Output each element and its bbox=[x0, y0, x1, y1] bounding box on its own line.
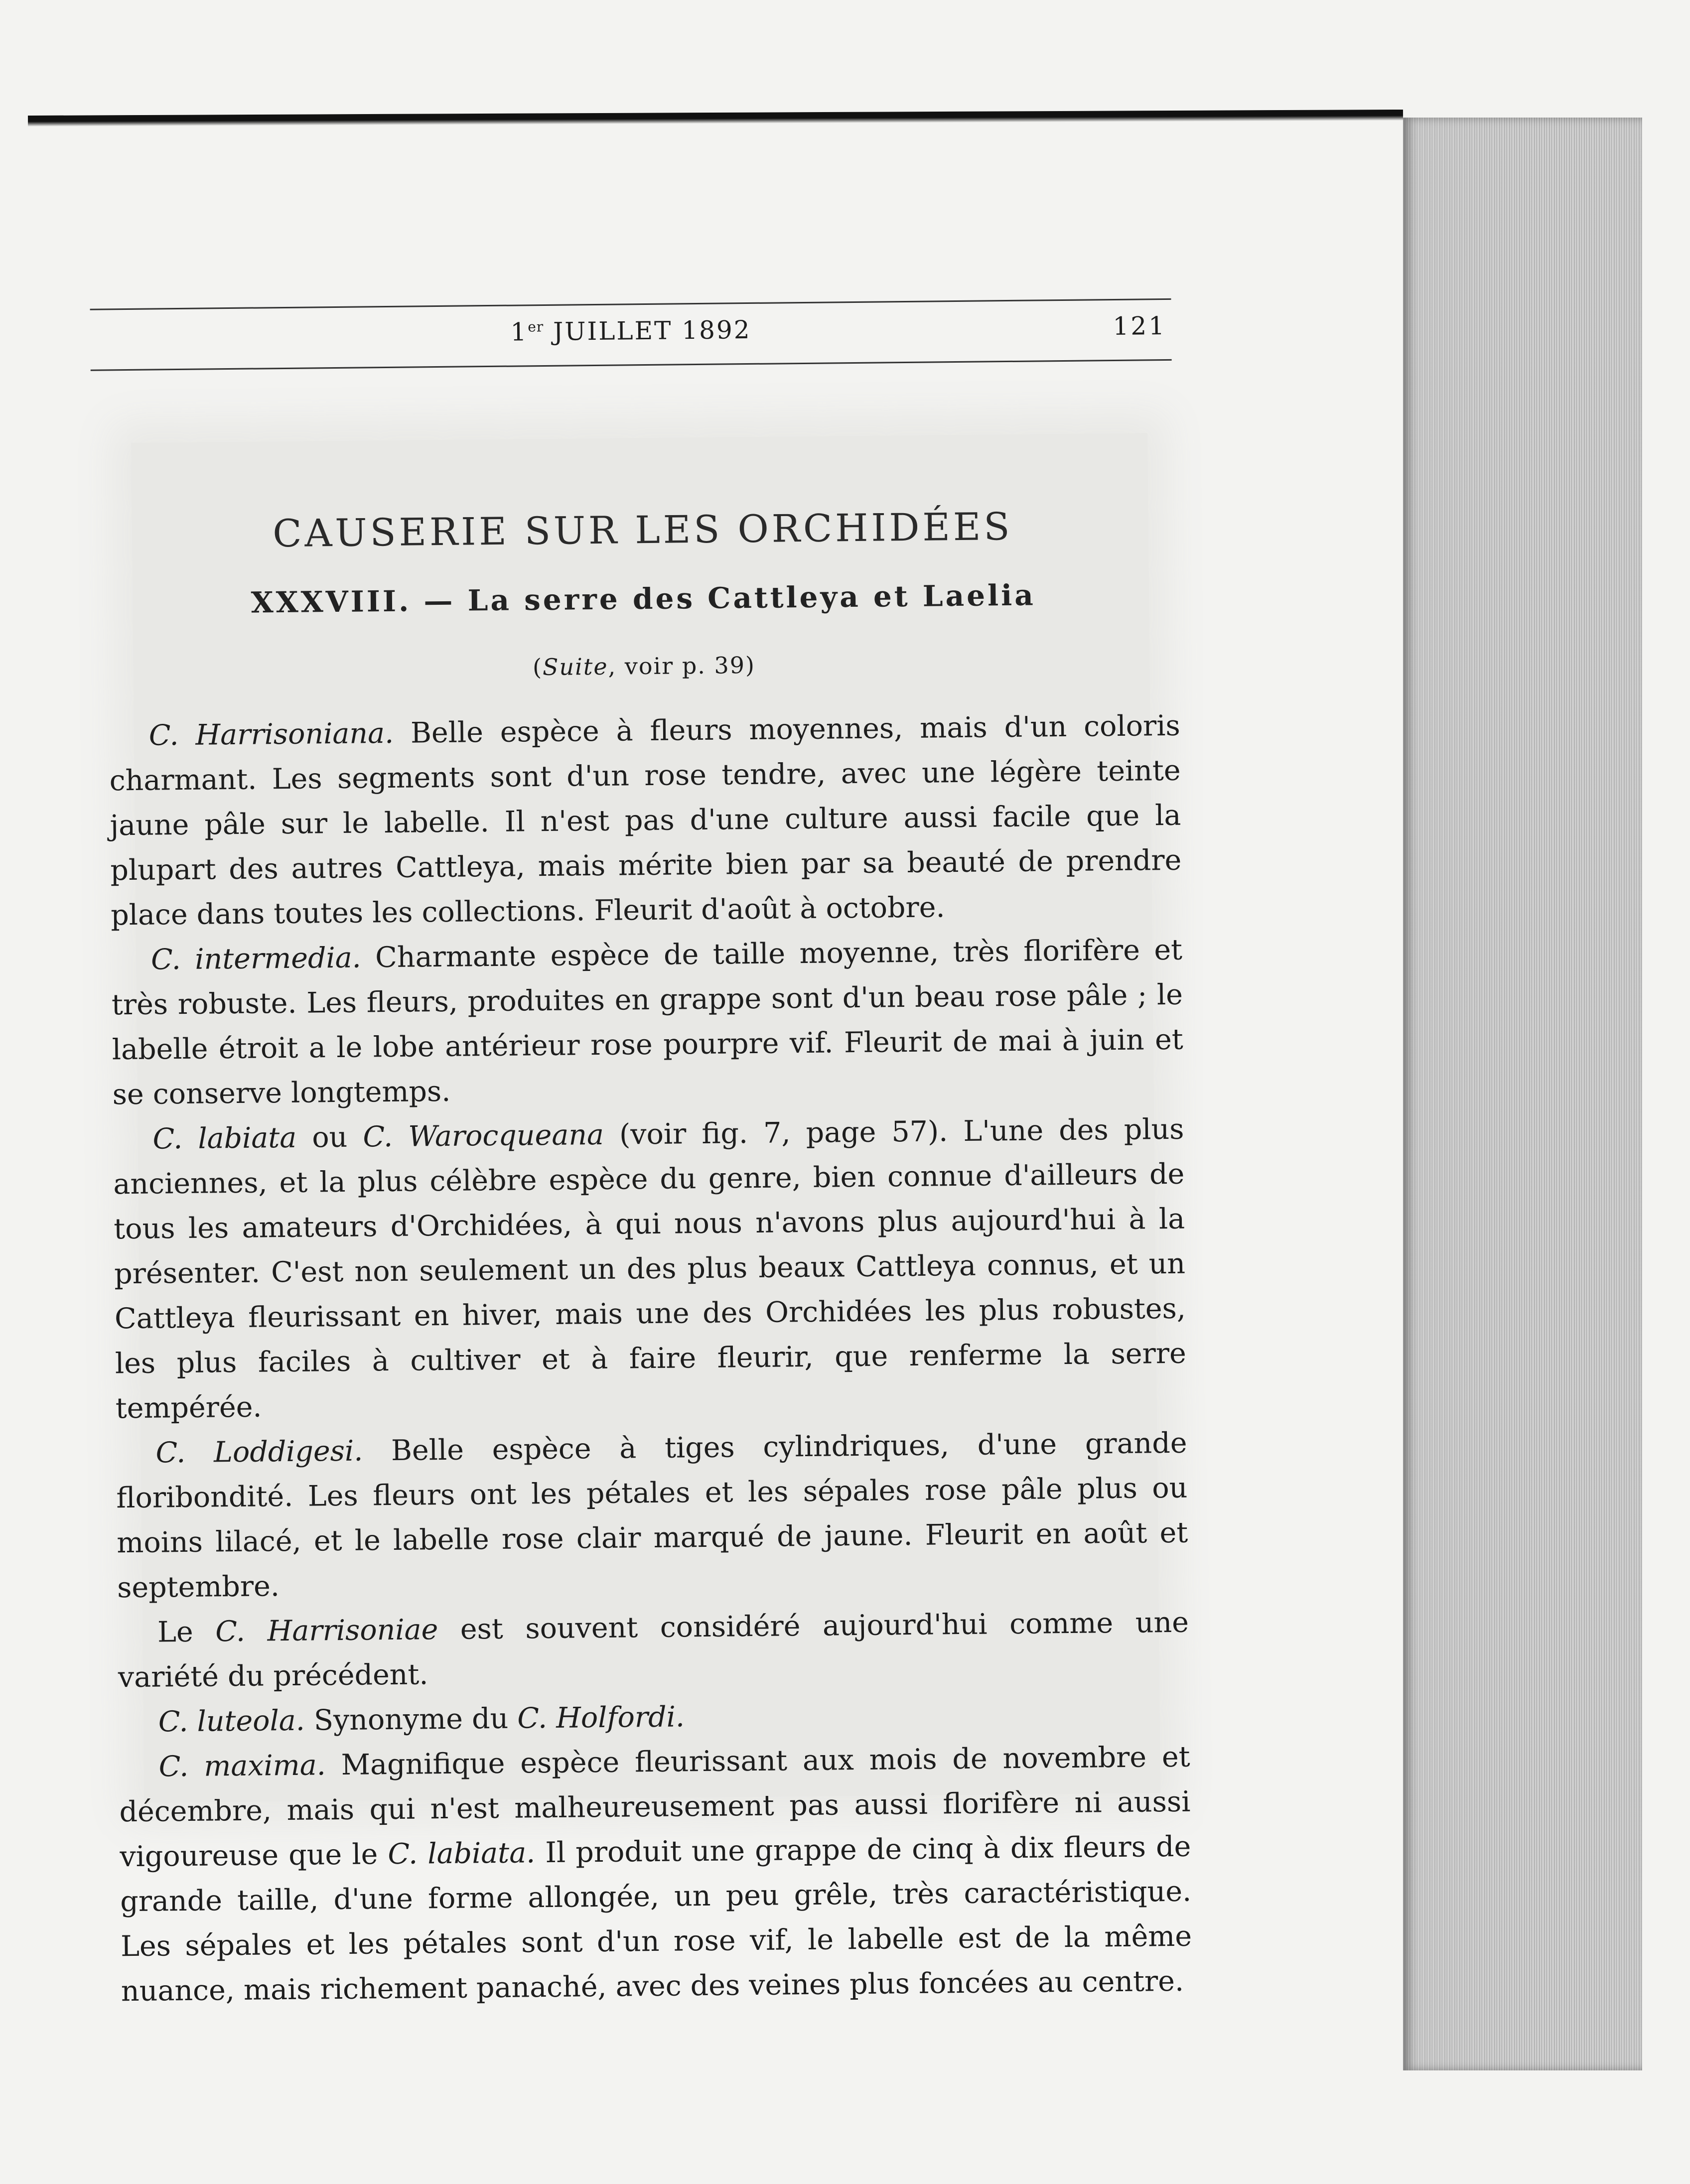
paragraph-harrisoniana: C. Harrisoniana. Belle espèce à fleurs moyennes, mais d'un coloris charmant. Les segments sont d'un rose tendre, avec une légère teinte jaune pâle sur le labelle. Il n'est pas d'une culture aussi facile que la plupart des autres Cattleya, mais mérite bien par sa beauté de prendre place dans toutes les collections. Fleurit d'août à octobre. bbox=[109, 709, 1182, 932]
header-rule-bottom bbox=[91, 359, 1172, 371]
article-subtitle: XXXVIII. — La serre des Cattleya et Laelia bbox=[251, 578, 1036, 620]
species-name: C. luteola. bbox=[158, 1704, 305, 1739]
paragraph-harrisoniae: Le C. Harrisoniae est souvent considéré aujourd'hui comme une variété du précédent. bbox=[118, 1606, 1189, 1694]
species-name: C. Warocqueana bbox=[363, 1118, 604, 1154]
book-page bbox=[75, 268, 1237, 2008]
species-name: C. labiata. bbox=[388, 1836, 536, 1871]
paragraph-loddigesi: C. Loddigesi. Belle espèce à tiges cylindriques, d'une grande floribondité. Les fleurs ont les pétales et les sépales rose pâle plus ou moins lilacé, et le labelle rose clair marqué de jaune. Fleurit en août et septembre. bbox=[116, 1426, 1188, 1605]
issue-date: 1er JUILLET 1892 bbox=[510, 315, 751, 347]
article bbox=[107, 503, 1193, 2014]
article-title: CAUSERIE SUR LES ORCHIDÉES bbox=[272, 504, 1013, 556]
continuation-note: (Suite, voir p. 39) bbox=[532, 651, 756, 681]
paragraph-maxima: C. maxima. Magnifique espèce fleurissant aux mois de novembre et décembre, mais qui n'est malheureusement pas aussi florifère ni aussi vigoureuse que le C. labiata. Il produit une grappe de cinq à dix fleurs de grande taille, d'une forme allongée, un peu grêle, très caractéristique. Les sépales et les pétales sont d'un rose vif, le labelle est de la même nuance, mais richement panaché, avec des veines plus foncées au centre. bbox=[119, 1740, 1192, 2008]
species-name: C. Holfordi. bbox=[517, 1700, 685, 1735]
paragraph-intermedia: C. intermedia. Charmante espèce de taille moyenne, très florifère et très robuste. Les fleurs, produites en grappe sont d'un beau rose pâle ; le labelle étroit a le lobe antérieur rose pourpre vif. Fleurit de mai à juin et se conserve longtemps. bbox=[111, 933, 1184, 1111]
species-name: C. intermedia. bbox=[150, 941, 362, 976]
paragraph-labiata: C. labiata ou C. Warocqueana (voir fig. 7, page 57). L'une des plus anciennes, et la plus célèbre espèce du genre, bien connue d'ailleurs de tous les amateurs d'Orchidées, à qui nous n'avons plus aujourd'hui à la présenter. C'est non seulement un des plus beaux Cattleya connus, et un Cattleya fleurissant en hiver, mais une des Orchidées les plus robustes, les plus faciles à cultiver et à faire fleurir, que renferme la serre tempérée. bbox=[113, 1112, 1187, 1425]
paragraph-luteola: C. luteola. Synonyme du C. Holfordi. bbox=[158, 1700, 685, 1739]
species-name: C. Loddigesi. bbox=[155, 1434, 363, 1470]
book-page-edges bbox=[1403, 118, 1642, 2070]
species-name: C. labiata bbox=[152, 1121, 297, 1156]
article-body bbox=[109, 703, 1192, 2014]
species-name: C. Harrisoniae bbox=[215, 1613, 438, 1648]
species-name: C. maxima. bbox=[158, 1749, 326, 1783]
page-number: 121 bbox=[1113, 311, 1167, 341]
species-name: C. Harrisoniana. bbox=[148, 716, 394, 752]
scan-top-shadow bbox=[28, 110, 1403, 127]
running-head bbox=[90, 308, 1172, 359]
header-rule-top bbox=[90, 298, 1171, 310]
